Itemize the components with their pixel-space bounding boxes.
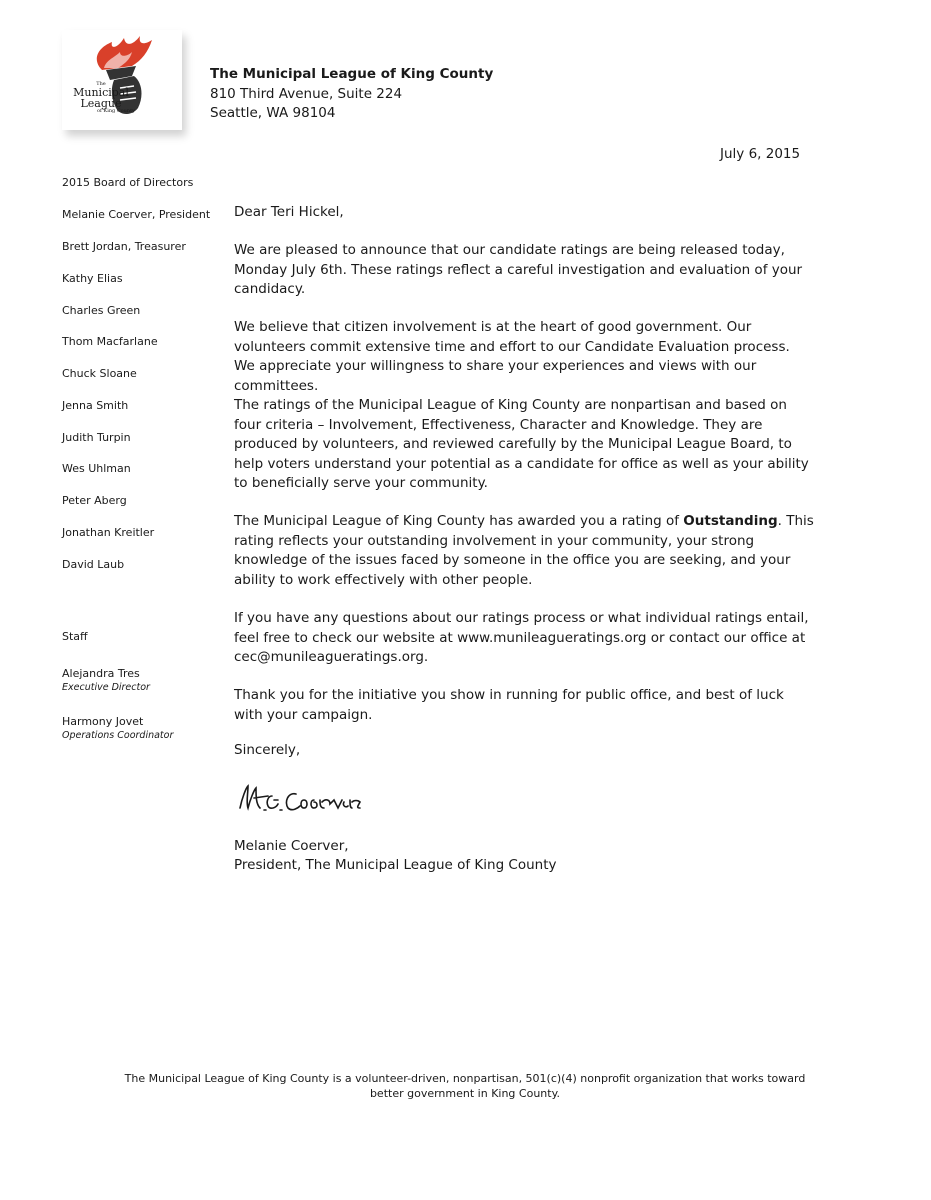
- board-member: David Laub: [62, 558, 125, 571]
- board-member: Peter Aberg: [62, 494, 127, 507]
- staff-title: Staff: [62, 630, 88, 643]
- signature: [234, 778, 374, 822]
- letter-paragraph-3: [234, 396, 814, 494]
- paragraph-text: We believe that citizen involvement is at the heart of good government. Our volunteers commit extensive time and effort to our Candidate Evaluation process. We appreciate your willingness to share your experiences and views with our committees.: [234, 319, 790, 394]
- signer-title: President, The Municipal League of King County: [234, 857, 557, 873]
- address-line1: 810 Third Avenue, Suite 224: [210, 86, 403, 102]
- logo-line3: League: [80, 97, 122, 110]
- paragraph-text: We are pleased to announce that our candidate ratings are being released today, Monday July 6th. These ratings reflect a careful investigation and evaluation of your candidacy.: [234, 242, 803, 297]
- board-title: 2015 Board of Directors: [62, 176, 194, 189]
- rating-value: Outstanding: [683, 513, 778, 529]
- board-member: Jonathan Kreitler: [62, 526, 155, 539]
- letter-paragraph-6: [234, 686, 814, 725]
- paragraph-text: If you have any questions about our ratings process or what individual ratings entail, feel free to check our website at www.munileagueratings.org or contact our office at cec@munileagueratings.org.: [234, 610, 809, 665]
- letter-paragraph-2: [234, 318, 814, 396]
- torch-icon: [62, 30, 182, 130]
- logo-line2: Municipal: [73, 86, 129, 99]
- address-line2: Seattle, WA 98104: [210, 105, 336, 121]
- logo-wordmark: [66, 82, 136, 114]
- letter-paragraph-5: [234, 609, 814, 668]
- logo-line1: The: [96, 81, 106, 87]
- paragraph-text: The ratings of the Municipal League of King County are nonpartisan and based on four criteria – Involvement, Effectiveness, Character and Knowledge. They are produced by volunteers, and reviewed carefully by the Municipal League Board, to help voters understand your potential as a candidate for office as well as your ability to beneficially serve your community.: [234, 397, 809, 491]
- board-member: Jenna Smith: [62, 399, 129, 412]
- board-member: Melanie Coerver, President: [62, 208, 211, 221]
- staff-role: Executive Director: [62, 682, 150, 693]
- board-member: Chuck Sloane: [62, 367, 137, 380]
- footer-note: The Municipal League of King County is a volunteer-driven, nonpartisan, 501(c)(4) nonprofit organization that works toward better government in King County.: [124, 1072, 806, 1100]
- board-member: Judith Turpin: [62, 431, 131, 444]
- staff-role: Operations Coordinator: [62, 730, 174, 741]
- board-member: Wes Uhlman: [62, 462, 131, 475]
- closing: Sincerely,: [234, 742, 301, 758]
- paragraph-text: [234, 512, 814, 590]
- letter-paragraph-1: [234, 241, 814, 300]
- rating-intro: The Municipal League of King County has awarded you a rating of: [234, 513, 684, 529]
- staff-name: Harmony Jovet: [62, 715, 144, 728]
- org-name: The Municipal League of King County: [210, 66, 494, 82]
- board-member: Kathy Elias: [62, 272, 123, 285]
- rating-explanation: . This rating reflects your outstanding involvement in your community, your strong knowledge of the issues faced by someone in the office you are seeking, and your ability to work effectively with other people.: [234, 513, 814, 588]
- signature-image: [234, 778, 374, 818]
- letter-paragraph-4: [234, 512, 814, 590]
- board-member: Thom Macfarlane: [62, 335, 158, 348]
- logo: [62, 30, 182, 130]
- salutation: Dear Teri Hickel,: [234, 204, 344, 220]
- logo-line4: of King County: [97, 108, 135, 114]
- signer-name: Melanie Coerver,: [234, 838, 349, 854]
- board-member: Charles Green: [62, 304, 141, 317]
- paragraph-text: Thank you for the initiative you show in running for public office, and best of luck with your campaign.: [234, 687, 784, 723]
- letter-date: July 6, 2015: [720, 146, 801, 162]
- staff-name: Alejandra Tres: [62, 667, 140, 680]
- board-member: Brett Jordan, Treasurer: [62, 240, 186, 253]
